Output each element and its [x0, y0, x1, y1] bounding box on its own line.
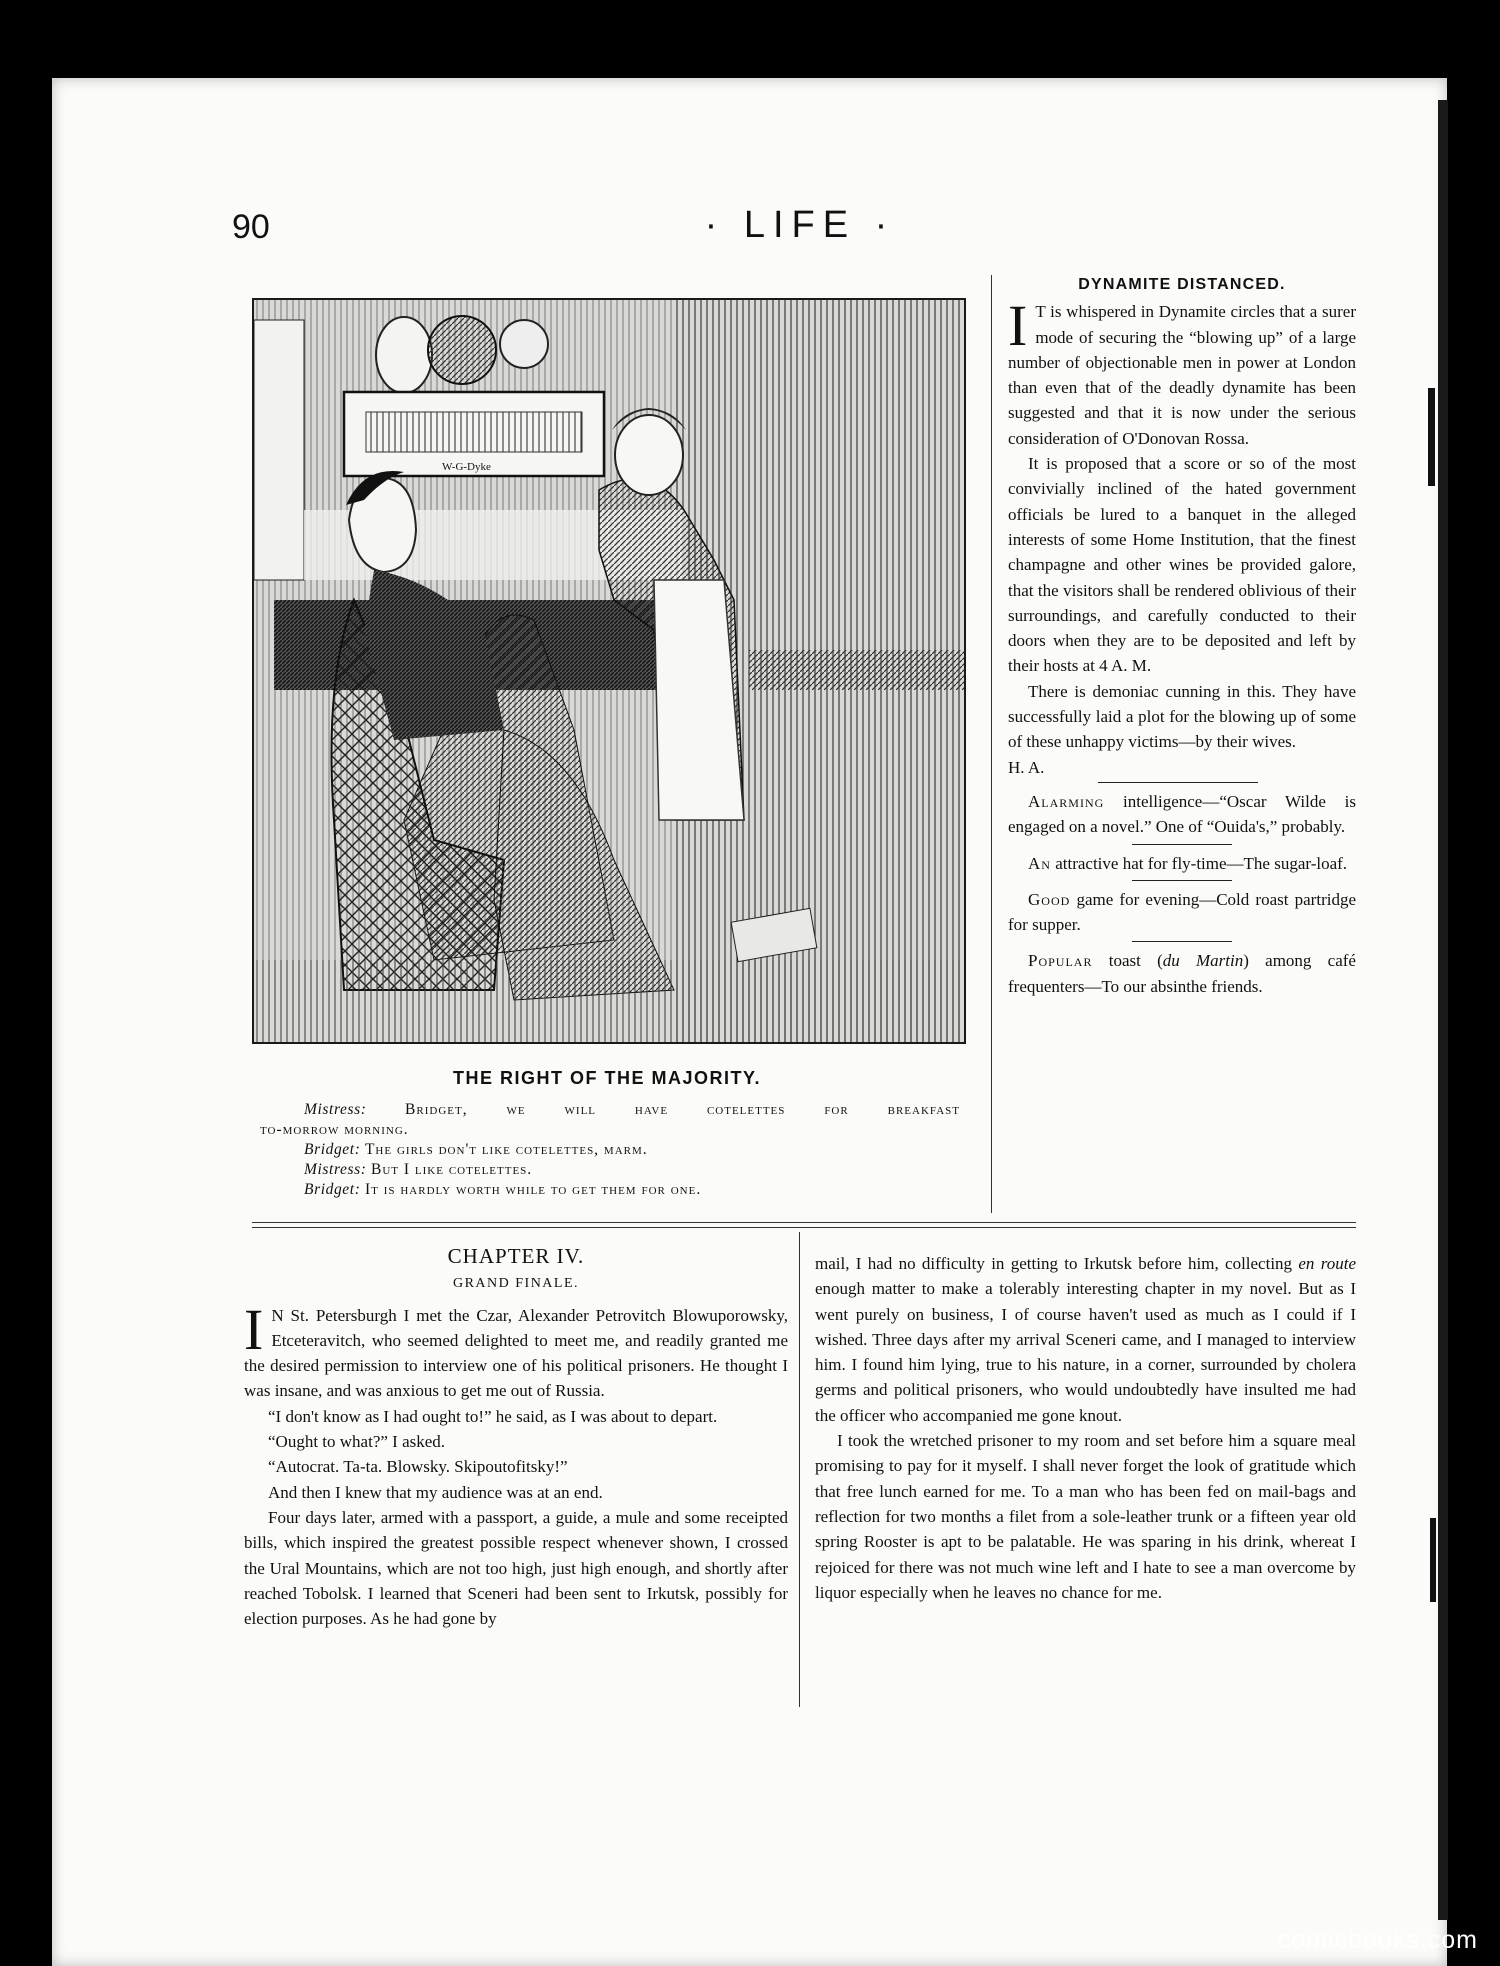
column-divider	[991, 275, 992, 1213]
chapter-paragraph	[244, 1296, 788, 1404]
dialogue-line	[260, 1180, 960, 1200]
chapter-emphasis: en route	[1298, 1254, 1356, 1273]
dialogue-line	[260, 1140, 960, 1160]
squib-item	[1008, 887, 1356, 938]
masthead: · LIFE ·	[704, 204, 896, 246]
chapter-title: CHAPTER IV.	[447, 1244, 585, 1268]
chapter-paragraph: “I don't know as I had ought to!” he said, as I was about to depart.	[268, 1406, 718, 1426]
chapter-paragraph: And then I knew that my audience was at an end.	[268, 1482, 603, 1502]
site-watermark: comicbooks.com	[1277, 1926, 1478, 1954]
chapter-paragraph	[815, 1251, 1356, 1428]
cartoon-dialogue	[260, 1100, 960, 1200]
sidebar-signature: H. A.	[1008, 757, 1045, 777]
sidebar-column	[1008, 272, 1356, 999]
dialogue-line	[260, 1160, 960, 1180]
chapter-paragraph: “Ought to what?” I asked.	[268, 1432, 446, 1452]
dialogue-line	[260, 1100, 960, 1120]
cartoon-caption-title: THE RIGHT OF THE MAJORITY.	[452, 1068, 761, 1088]
squib-item	[1008, 948, 1356, 999]
chapter-text: mail, I had no difficulty in getting to Irkutsk before him, collecting	[815, 1254, 1299, 1273]
sidebar-text: T is whispered in Dynamite circles that a surer mode of securing the “blowing up” of a large number of objectionable men in power at London than even that of the deadly dynamite has been suggested and that it is now under the serious consideration of O'Donovan Rossa.	[1008, 302, 1356, 448]
squib-item	[1008, 851, 1356, 876]
sidebar-paragraph: There is demoniac cunning in this. They have successfully laid a plot for the blowing up of some of these unhappy victims—by their wives.	[1008, 681, 1356, 752]
squib-text: intelligence—“Oscar Wilde is engaged on a novel.” One of “Ouida's,” probably.	[1008, 791, 1356, 837]
squib-lead: Alarming	[1028, 791, 1105, 811]
dialogue-speaker: Mistress:	[304, 1101, 367, 1118]
chapter-paragraph: “Autocrat. Ta-ta. Blowsky. Skipoutofitsky!”	[268, 1457, 568, 1477]
cartoon-illustration	[252, 298, 966, 1044]
chapter-paragraph: Four days later, armed with a passport, a guide, a mule and some receipted bills, which inspired the greatest possible respect whenever shown, I crossed the Ural Mountains, which are not too high, just high enough, and shortly after reached Tobolsk. I learned that Sceneri had been sent to Irkutsk, possibly for election purposes. As he had gone by	[244, 1507, 788, 1629]
dialogue-speaker: Bridget:	[304, 1181, 361, 1198]
squib-text: ) among café frequenters—To our absinthe friends.	[1008, 951, 1356, 996]
dialogue-text: It is hardly worth while to get them for one.	[364, 1181, 702, 1198]
separator-rule	[1132, 880, 1232, 881]
squib-item	[1008, 789, 1356, 840]
squib-lead: An	[1028, 853, 1051, 873]
separator-rule	[1132, 941, 1232, 942]
squib-text: toast (	[1092, 951, 1163, 971]
chapter-text: enough matter to make a tolerably interesting chapter in my novel. But as I went purely on business, I of course haven't used as much as I could if I wished. Three days after my arrival Sceneri came, and I managed to interview him. I found him lying, true to his nature, in a corner, surrounded by cholera germs and political prisoners, who would undoubtedly have insulted me had the officer who accompanied me gone knout.	[815, 1279, 1356, 1425]
drop-cap: I	[244, 1296, 264, 1362]
dialogue-speaker: Mistress:	[304, 1161, 367, 1178]
next-page-edge	[1438, 100, 1448, 1920]
column-divider	[799, 1232, 800, 1707]
dialogue-text: to-morrow morning.	[260, 1121, 409, 1138]
sidebar-paragraph	[1008, 293, 1356, 451]
chapter-column-left	[244, 1240, 788, 1631]
chapter-subtitle: GRAND FINALE.	[452, 1276, 580, 1292]
dialogue-text: But I like cotelettes.	[371, 1161, 533, 1178]
dialogue-text: Bridget, we will have cotelettes for breakfast	[405, 1101, 960, 1118]
squib-lead: Popular	[1028, 951, 1093, 971]
chapter-text: N St. Petersburgh I met the Czar, Alexander Petrovitch Blowuporowsky, Etceteravitch, who seemed delighted to meet me, and readily granted me the desired permission to interview one of his political prisoners. He thought I was insane, and was anxious to get me out of Russia.	[244, 1305, 788, 1401]
drop-cap: I	[1008, 293, 1028, 359]
squib-emphasis: du Martin	[1162, 951, 1244, 971]
squib-lead: Good	[1028, 889, 1071, 909]
sidebar-title: DYNAMITE DISTANCED.	[1078, 276, 1286, 293]
edge-mark	[1428, 388, 1435, 486]
chapter-column-right	[815, 1251, 1356, 1605]
dialogue-line	[260, 1120, 960, 1140]
squib-text: game for evening—Cold roast partridge for supper.	[1008, 889, 1356, 935]
sidebar-paragraph: It is proposed that a score or so of the most convivially inclined of the hated government officials be lured to a banquet in the alleged interests of some Home Institution, that the finest champagne and other wines be provided galore, that the visitors shall be rendered oblivious of their surroundings, and carefully conducted to their doors when they are to be deposited and left by their hosts at 4 A. M.	[1008, 454, 1356, 676]
separator-rule	[1098, 782, 1258, 783]
artist-signature: W-G-Dyke	[442, 461, 491, 473]
separator-rule	[1132, 844, 1232, 845]
page-number: 90	[232, 208, 270, 246]
squib-text: attractive hat for fly-time—The sugar-loaf.	[1050, 853, 1348, 873]
dialogue-text: The girls don't like cotelettes, marm.	[364, 1141, 648, 1158]
edge-mark	[1430, 1518, 1436, 1602]
dialogue-speaker: Bridget:	[304, 1141, 361, 1158]
chapter-paragraph: I took the wretched prisoner to my room and set before him a square meal promising to pay for it myself. I shall never forget the look of gratitude which that free lunch earned for me. To a man who has been fed on mail-bags and reflection for two months a filet from a sole-leather trunk or a fifteen year old spring Rooster is apt to be palatable. He was sparing in his drink, whereat I rejoiced for there was not much wine left and I hate to see a man overcome by liquor especially when he leaves no chance for me.	[815, 1431, 1356, 1602]
section-divider	[252, 1222, 1356, 1228]
